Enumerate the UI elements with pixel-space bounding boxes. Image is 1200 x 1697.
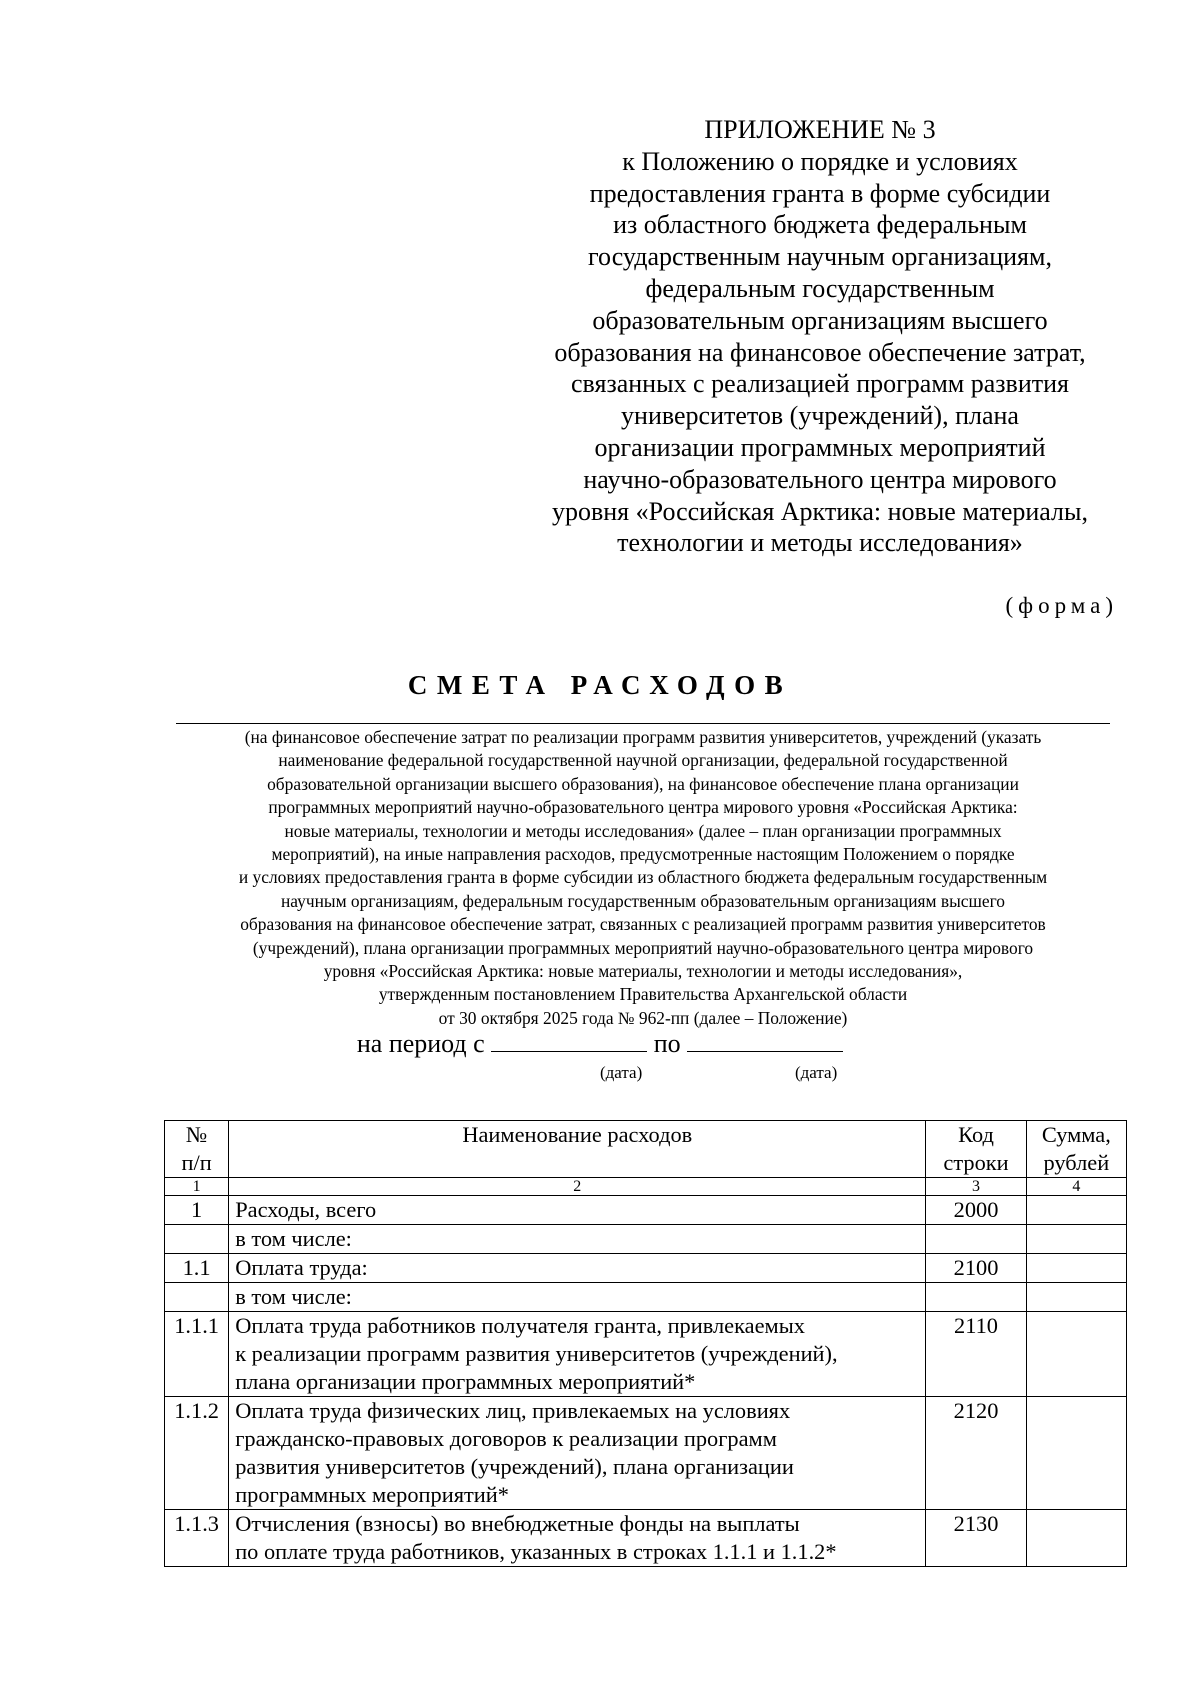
row-num: 1.1.2 xyxy=(165,1397,229,1510)
appendix-line: из областного бюджета федеральным xyxy=(613,210,1027,240)
row-name: Расходы, всего xyxy=(229,1196,926,1225)
document-title: СМЕТА РАСХОДОВ xyxy=(407,670,793,700)
appendix-line: научно-образовательного центра мирового xyxy=(583,464,1057,494)
row-code: 2120 xyxy=(926,1397,1026,1510)
row-sum-cell[interactable] xyxy=(1026,1510,1126,1567)
appendix-line: образовательным организациям высшего xyxy=(592,305,1048,335)
appendix-line: федеральным государственным xyxy=(645,273,995,303)
table-header-row xyxy=(165,1121,1127,1178)
header-name: Наименование расходов xyxy=(229,1121,926,1178)
description-line: от 30 октября 2025 года № 962-пп (далее – Положение) xyxy=(438,1007,848,1028)
row-code: 2110 xyxy=(926,1312,1026,1397)
table-row xyxy=(165,1397,1127,1510)
row-num: 1 xyxy=(165,1196,229,1225)
appendix-line: предоставления гранта в форме субсидии xyxy=(589,178,1051,208)
forma-label: (форма) xyxy=(1005,593,1118,618)
column-number: 1 xyxy=(165,1178,229,1196)
row-num: 1.1.1 xyxy=(165,1312,229,1397)
header-num: № п/п xyxy=(165,1121,229,1178)
row-num xyxy=(165,1283,229,1312)
expense-table xyxy=(164,1120,1127,1567)
row-code xyxy=(926,1225,1026,1254)
row-code: 2000 xyxy=(926,1196,1026,1225)
row-sum-cell[interactable] xyxy=(1026,1397,1126,1510)
row-sum-cell[interactable] xyxy=(1026,1283,1126,1312)
description-line: мероприятий), на иные направления расходов, предусмотренные настоящим Положением о порядке xyxy=(271,844,1015,865)
row-num xyxy=(165,1225,229,1254)
appendix-line: образования на финансовое обеспечение затрат, xyxy=(554,337,1086,367)
description-line: и условиях предоставления гранта в форме субсидии из областного бюджета федеральным государственным xyxy=(238,867,1048,888)
column-number: 3 xyxy=(926,1178,1026,1196)
appendix-line: университетов (учреждений), плана xyxy=(621,401,1019,431)
row-name: в том числе: xyxy=(229,1283,926,1312)
row-name: Оплата труда работников получателя гранта, привлекаемых к реализации программ развития университетов (учреждений), плана организации программных мероприятий* xyxy=(229,1312,926,1397)
table-row xyxy=(165,1196,1127,1225)
row-name: Отчисления (взносы) во внебюджетные фонды на выплаты по оплате труда работников, указанных в строках 1.1.1 и 1.1.2* xyxy=(229,1510,926,1567)
period-line xyxy=(0,1029,1200,1059)
description-block xyxy=(150,726,1136,1030)
row-sum-cell[interactable] xyxy=(1026,1225,1126,1254)
description-line: новые материалы, технологии и методы исследования» (далее – план организации программных xyxy=(284,820,1002,841)
row-num: 1.1 xyxy=(165,1254,229,1283)
description-line: научным организациям, федеральным государственным образовательным организациям высшего xyxy=(281,890,1005,911)
description-line: образования на финансовое обеспечение затрат, связанных с реализацией программ развития университетов xyxy=(240,914,1046,935)
description-line: утвержденным постановлением Правительства Архангельской области xyxy=(378,984,908,1005)
period-prefix: на период с xyxy=(356,1029,485,1058)
description-line: программных мероприятий научно-образовательного центра мирового уровня «Российская Арктика: xyxy=(268,797,1018,818)
row-name: в том числе: xyxy=(229,1225,926,1254)
table-row xyxy=(165,1283,1127,1312)
row-sum-cell[interactable] xyxy=(1026,1254,1126,1283)
table-row xyxy=(165,1312,1127,1397)
row-sum-cell[interactable] xyxy=(1026,1196,1126,1225)
appendix-line: государственным научным организациям, xyxy=(588,242,1052,272)
description-line: образовательной организации высшего образования), на финансовое обеспечение плана организации xyxy=(267,773,1019,794)
row-sum-cell[interactable] xyxy=(1026,1312,1126,1397)
table-row xyxy=(165,1510,1127,1567)
table-row xyxy=(165,1254,1127,1283)
row-name: Оплата труда физических лиц, привлекаемых на условиях гражданско-правовых договоров к реализации программ развития университетов (учреждений), плана организации программных мероприятий* xyxy=(229,1397,926,1510)
date-from-label: (дата) xyxy=(600,1063,643,1082)
row-code xyxy=(926,1283,1026,1312)
header-sum: Сумма, рублей xyxy=(1026,1121,1126,1178)
fill-in-line xyxy=(176,723,1110,724)
period-middle: по xyxy=(653,1029,681,1058)
header-code: Код строки xyxy=(926,1121,1026,1178)
appendix-header xyxy=(520,114,1120,559)
column-number-row xyxy=(165,1178,1127,1196)
appendix-line: организации программных мероприятий xyxy=(594,432,1046,462)
date-to-label: (дата) xyxy=(795,1063,838,1082)
column-number: 2 xyxy=(229,1178,926,1196)
date-to-blank[interactable] xyxy=(687,1029,843,1052)
appendix-line: ПРИЛОЖЕНИЕ № 3 xyxy=(704,115,936,144)
appendix-line: технологии и методы исследования» xyxy=(617,528,1023,558)
appendix-line: связанных с реализацией программ развития xyxy=(571,369,1069,399)
description-line: наименование федеральной государственной научной организации, федеральной государственной xyxy=(278,750,1008,771)
row-num: 1.1.3 xyxy=(165,1510,229,1567)
table-row xyxy=(165,1225,1127,1254)
row-code: 2100 xyxy=(926,1254,1026,1283)
description-line: (на финансовое обеспечение затрат по реализации программ развития университетов, учреждений (указать xyxy=(244,727,1042,747)
row-name: Оплата труда: xyxy=(229,1254,926,1283)
description-line: уровня «Российская Арктика: новые материалы, технологии и методы исследования», xyxy=(323,961,963,982)
row-code: 2130 xyxy=(926,1510,1026,1567)
date-from-blank[interactable] xyxy=(491,1029,647,1052)
appendix-line: к Положению о порядке и условиях xyxy=(622,146,1018,176)
appendix-line: уровня «Российская Арктика: новые материалы, xyxy=(551,496,1088,526)
column-number: 4 xyxy=(1026,1178,1126,1196)
description-line: (учреждений), плана организации программных мероприятий научно-образовательного центра мирового xyxy=(252,937,1034,958)
